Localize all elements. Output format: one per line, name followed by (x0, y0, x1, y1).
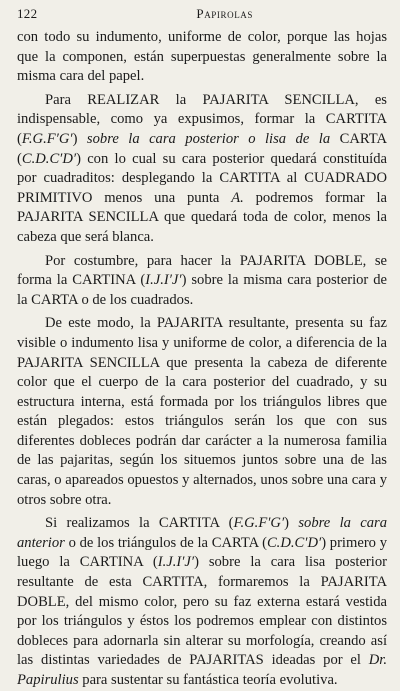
text-segment: ) con lo cual su cara posterior quedará constituída por cuadraditos: desplegando la CARTITA al CUADRADO PRIMITIVO menos una punta (17, 150, 387, 206)
paragraph-4 (17, 314, 387, 510)
text-segment: ) (72, 130, 87, 147)
page-number: 122 (17, 6, 38, 21)
italic-segment: F.G.F′G′ (233, 515, 285, 532)
text-segment: CARTA ( (17, 130, 387, 167)
running-title: Papirolas (196, 6, 253, 21)
text-segment: con todo su indumento, uniforme de color, porque las hojas que la componen, están superpuestas generalmente sobre la misma cara del papel. (17, 29, 387, 85)
italic-segment: A. (231, 189, 244, 206)
italic-segment: C.D.C′D′ (266, 534, 322, 551)
text-segment: ) (284, 515, 299, 532)
page-header (17, 6, 387, 28)
paragraph-3 (17, 252, 387, 311)
italic-segment: sobre la cara posterior o lisa de la (86, 130, 331, 147)
body-text (17, 28, 387, 691)
italic-segment: Dr. Papirulius (17, 652, 387, 688)
text-segment: Si realizamos la CARTITA ( (45, 515, 234, 532)
text-segment: De este modo, la PAJARITA resultante, presenta su faz visible o indumento lisa y uniforme de color, a diferencia de la PAJARITA SENCILLA que presenta la cabeza de diferente color que el cuerpo de la cara posterior del cuadrado, y su estructura interna, está formada por los triángulos libres que están plegados: estos triángulos serán los que con sus diferentes dobleces podrán dar carácter a la numerosa familia de las pajaritas, según los situemos juntos sobre una de las caras, o apareados opuestos y alternados, unos sobre una cara y otros sobre otra. (17, 315, 387, 508)
paragraph-5 (17, 514, 387, 690)
italic-segment: I.J.I′J′ (145, 272, 182, 289)
text-segment: o de los triángulos de la CARTA ( (64, 534, 267, 551)
text-segment: podremos formar la PAJARITA SENCILLA que quedará toda de color, menos la cabeza que será blanca. (17, 189, 387, 245)
text-segment: Por costumbre, para hacer la PAJARITA DOBLE, se forma la CARTINA ( (17, 252, 387, 289)
paragraph-2 (17, 91, 387, 248)
italic-segment: F.G.F′G′ (21, 130, 73, 147)
text-segment: para sustentar su fantástica teoría evolutiva. (78, 672, 338, 688)
text-segment: ) primero y luego la CARTINA ( (17, 534, 388, 571)
paragraph-1 (17, 28, 387, 87)
text-segment: Para REALIZAR la PAJARITA SENCILLA, es indispensable, como ya expusimos, formar la CARTITA ( (17, 91, 387, 147)
italic-segment: I.J.I′J′ (157, 554, 195, 571)
italic-segment: sobre la cara anterior (17, 515, 387, 551)
text-segment: ) sobre la cara lisa posterior resultante de esta CARTITA, formaremos la PAJARITA DOBLE, del mismo color, pero su faz externa estará vestida por los triángulos y éstos los podremos emplear con distintos dobleces para adornarla sin alterar su morfología, creando así las distintas variedades de PAJARITAS ideadas por el (17, 554, 388, 669)
italic-segment: C.D.C′D′ (21, 150, 77, 167)
text-segment: ) sobre la misma cara posterior de la CARTA o de los cuadrados. (17, 272, 387, 308)
